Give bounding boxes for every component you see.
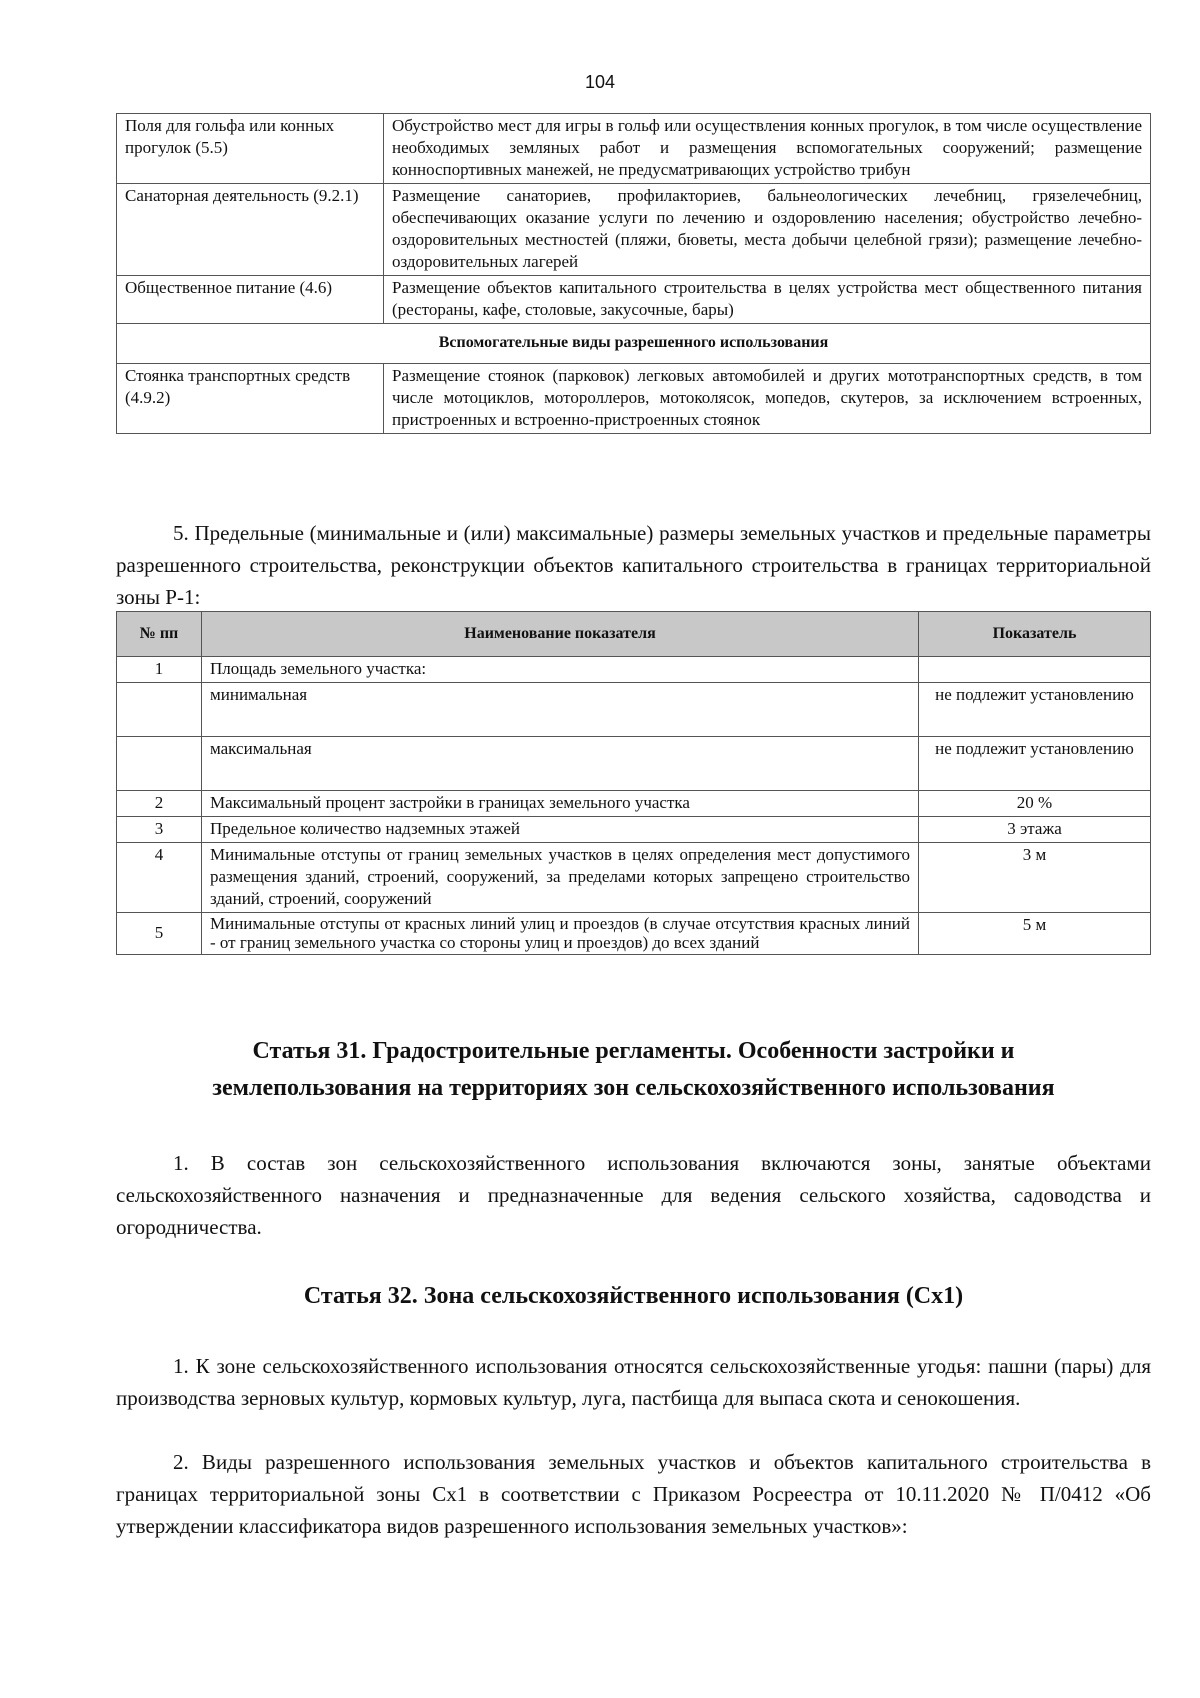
row-value: 20 % — [919, 791, 1151, 817]
row-num — [117, 737, 202, 791]
row-num: 1 — [117, 657, 202, 683]
row-value: 3 м — [919, 843, 1151, 913]
row-num: 3 — [117, 817, 202, 843]
paragraph-text: 1. К зоне сельскохозяйственного использования относятся сельскохозяйственные угодья: пашни (пары) для производства зерновых культур, кормовых культур, луга, пастбища для выпаса скота и сенокошения. — [116, 1354, 1151, 1410]
header-value: Показатель — [919, 612, 1151, 657]
row-num: 2 — [117, 791, 202, 817]
table-row — [117, 114, 1151, 184]
table-row — [117, 184, 1151, 276]
table-row — [117, 737, 1151, 791]
paragraph-text: 2. Виды разрешенного использования земельных участков и объектов капитального строительства в границах территориальной зоны Сх1 в соответствии с Приказом Росреестра от 10.11.2020 № П/0412 «Об утверждении классификатора видов разрешенного использования земельных участков»: — [116, 1450, 1151, 1538]
row-name: Максимальный процент застройки в границах земельного участка — [202, 791, 919, 817]
use-description: Обустройство мест для игры в гольф или осуществления конных прогулок, в том числе осуществление необходимых земляных работ и размещения вспомогательных сооружений; размещение конноспортивных манежей, не предусматривающих устройство трибун — [384, 114, 1151, 184]
row-name: Минимальные отступы от красных линий улиц и проездов (в случае отсутствия красных линий - от границ земельного участка со стороны улиц и проездов) до всех зданий — [202, 913, 919, 955]
article-31-title — [116, 1033, 1151, 1107]
paragraph-5 — [116, 517, 1151, 613]
table-row — [117, 683, 1151, 737]
row-name: Площадь земельного участка: — [202, 657, 919, 683]
row-value: не подлежит установлению — [919, 737, 1151, 791]
article-32-paragraph-1 — [116, 1350, 1151, 1414]
use-name: Поля для гольфа или конных прогулок (5.5) — [117, 114, 384, 184]
use-description: Размещение объектов капитального строительства в целях устройства мест общественного питания (рестораны, кафе, столовые, закусочные, бары) — [384, 276, 1151, 324]
row-value: 5 м — [919, 913, 1151, 955]
use-name: Общественное питание (4.6) — [117, 276, 384, 324]
title-line: Статья 31. Градостроительные регламенты. Особенности застройки и — [252, 1038, 1015, 1064]
use-description: Размещение стоянок (парковок) легковых автомобилей и других мототранспортных средств, в том числе мотоциклов, мотороллеров, мотоколясок, мопедов, скутеров, за исключением встроенных, пристроенных и встроенно-пристроенных стоянок — [384, 364, 1151, 434]
parameters-table — [116, 611, 1151, 955]
row-value: не подлежит установлению — [919, 683, 1151, 737]
use-description: Размещение санаториев, профилакториев, бальнеологических лечебниц, грязелечебниц, обеспечивающих оказание услуги по лечению и оздоровлению населения; обустройство лечебно-оздоровительных местностей (пляжи, бюветы, места добычи целебной грязи); размещение лечебно-оздоровительных лагерей — [384, 184, 1151, 276]
table-row — [117, 913, 1151, 955]
article-32-paragraph-2 — [116, 1446, 1151, 1542]
row-num — [117, 683, 202, 737]
page-number: 104 — [584, 72, 616, 92]
row-name: Минимальные отступы от границ земельных участков в целях определения мест допустимого размещения зданий, строений, сооружений, за пределами которых запрещено строительство зданий, строений, сооружений — [202, 843, 919, 913]
table-row — [117, 276, 1151, 324]
row-name: максимальная — [202, 737, 919, 791]
row-num: 4 — [117, 843, 202, 913]
article-31-paragraph-1 — [116, 1147, 1151, 1243]
title-line: землепользования на территориях зон сельскохозяйственного использования — [212, 1075, 1055, 1101]
section-row — [117, 324, 1151, 364]
permitted-uses-table — [116, 113, 1151, 434]
row-name: Предельное количество надземных этажей — [202, 817, 919, 843]
use-name: Санаторная деятельность (9.2.1) — [117, 184, 384, 276]
paragraph-text: 5. Предельные (минимальные и (или) максимальные) размеры земельных участков и предельные параметры разрешенного строительства, реконструкции объектов капитального строительства в границах территориальной зоны Р-1: — [116, 521, 1151, 609]
row-value — [919, 657, 1151, 683]
table-header-row — [117, 612, 1151, 657]
article-32-title: Статья 32. Зона сельскохозяйственного использования (Сх1) — [303, 1283, 964, 1309]
section-title: Вспомогательные виды разрешенного использования — [117, 324, 1151, 364]
use-name: Стоянка транспортных средств (4.9.2) — [117, 364, 384, 434]
table-row — [117, 364, 1151, 434]
table-row — [117, 791, 1151, 817]
row-value: 3 этажа — [919, 817, 1151, 843]
table-row — [117, 657, 1151, 683]
row-name: минимальная — [202, 683, 919, 737]
row-num: 5 — [117, 913, 202, 955]
table-row — [117, 843, 1151, 913]
paragraph-text: 1. В состав зон сельскохозяйственного использования включаются зоны, занятые объектами сельскохозяйственного назначения и предназначенные для ведения сельского хозяйства, садоводства и огородничества. — [116, 1151, 1151, 1239]
table-row — [117, 817, 1151, 843]
header-name: Наименование показателя — [202, 612, 919, 657]
header-num: № пп — [117, 612, 202, 657]
